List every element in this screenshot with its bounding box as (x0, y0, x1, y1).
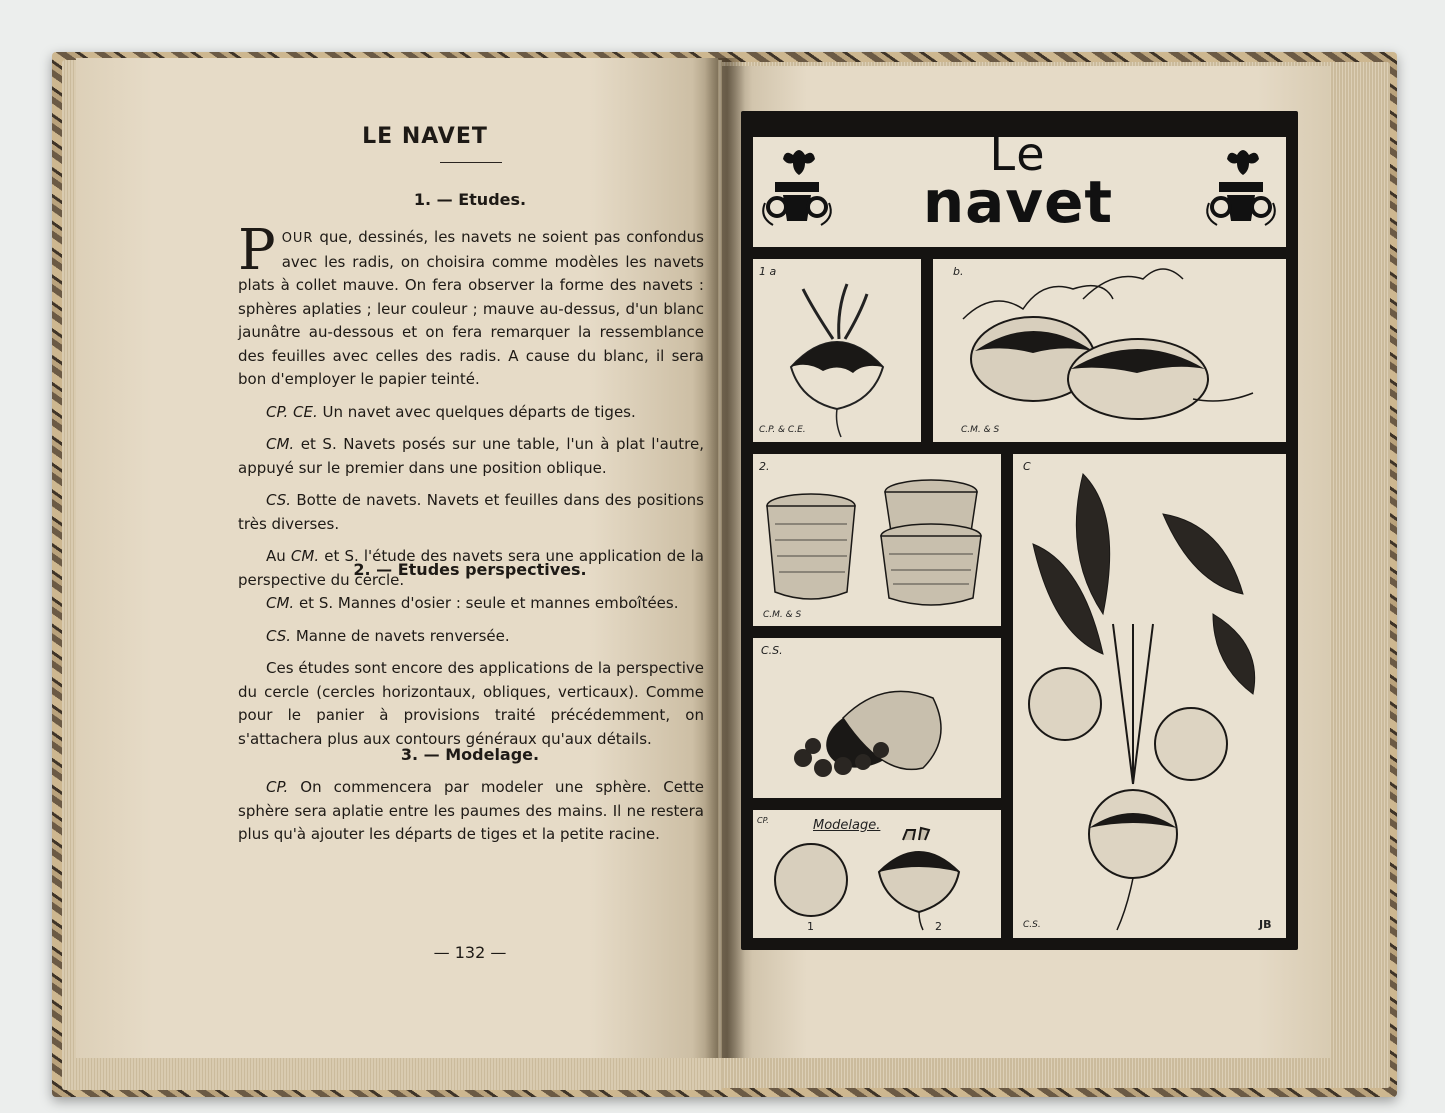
panel-caption: C.S. (1023, 920, 1041, 930)
artist-signature: JB (1259, 918, 1272, 931)
ornament-right (1207, 150, 1275, 225)
plate-title-line2: navet (922, 168, 1114, 236)
p1-text: que, dessinés, les navets ne soient pas confondus avec les radis, on choisira comme modèles les navets plats à collet mauve. On fera observer la forme des navets : sphères aplaties ; leur couleur ; mauve au-dessus, d'un blanc jaunâtre au-dessous et on fera remarquer la ressemblance des feuilles avec celles des radis. A cause du blanc, il sera bon d'employer le papier teinté. (238, 228, 704, 388)
illustration-plate (741, 111, 1298, 950)
panel-letter: b. (953, 265, 964, 278)
turnip-drawing (753, 259, 921, 442)
section1-p1 (238, 218, 704, 392)
ornament-left (763, 150, 831, 225)
s3p1-text: On commencera par modeler une sphère. Cette sphère sera aplatie entre les paumes des mains. Il ne restera plus qu'à ajouter les départs de tiges et la petite racine. (238, 778, 704, 843)
p5-pre: Au (266, 547, 291, 565)
plate-title (883, 127, 1153, 236)
level-label: CP. (266, 778, 289, 796)
section3-heading: 3. — Modelage. (400, 745, 540, 764)
panel-a (753, 259, 921, 442)
title-rule (440, 162, 502, 163)
section1-p4 (238, 489, 704, 536)
section2-heading: 2. — Etudes perspectives. (353, 560, 587, 579)
section2-p1 (238, 592, 704, 616)
panel-caption: C.M. & S (763, 610, 802, 620)
p5-text: et S. l'étude des navets sera une application de la perspective du cercle. (238, 547, 704, 589)
level-label: CS. (266, 491, 292, 509)
lead-smallcaps: OUR (281, 231, 314, 246)
two-turnips-drawing (933, 259, 1286, 442)
page-title: LE NAVET (362, 124, 488, 149)
section1-p3 (238, 433, 704, 480)
panel-letter: C.S. (761, 644, 783, 657)
plate-title-line1: Le (989, 127, 1047, 181)
section3-p1 (238, 776, 704, 847)
panel-caption: C.P. & C.E. (759, 425, 806, 435)
section1-text (238, 218, 704, 601)
panel-modelage (753, 810, 1001, 938)
level-label: CS. (266, 626, 292, 645)
modelage-drawing (753, 810, 1001, 938)
gutter (705, 58, 745, 1058)
s2p2-text: Manne de navets renversée. (291, 626, 510, 645)
panel-overturned-basket (753, 638, 1001, 798)
figure-number-2: 2 (935, 920, 942, 933)
panel-baskets (753, 454, 1001, 626)
modelage-title: Modelage. (813, 818, 881, 833)
turnip-bunch-drawing (1013, 454, 1286, 938)
panel-letter: C (1023, 460, 1031, 473)
page-number: — 132 — (433, 943, 507, 962)
panel-c (1013, 454, 1286, 938)
panel-b (933, 259, 1286, 442)
p2-text: Un navet avec quelques départs de tiges. (317, 402, 636, 421)
p4-text: Botte de navets. Navets et feuilles dans des positions très diverses. (238, 491, 704, 533)
plate-header (753, 127, 1286, 247)
section3-text (238, 776, 704, 856)
panel-letter: 1 a (759, 265, 777, 278)
panel-caption: C.M. & S (961, 425, 1000, 435)
figure-number-1: 1 (807, 920, 814, 933)
baskets-drawing (753, 454, 1001, 626)
level-label: CM. (266, 435, 295, 453)
section1-heading: 1. — Etudes. (413, 190, 527, 209)
level-label: CM. (266, 594, 295, 612)
level-label: CP. CE. (266, 402, 318, 421)
section2-p3: Ces études sont encore des applications de la perspective du cercle (cercles horizontaux, obliques, verticaux). Comme pour le panier à provisions traité précédemment, on s'attachera plus aux contours généraux qu'aux détails. (238, 659, 704, 748)
panel-letter: 2. (759, 460, 770, 473)
drop-cap: P (238, 218, 276, 283)
s2p1-text: et S. Mannes d'osier : seule et mannes emboîtées. (294, 594, 679, 612)
section1-p2 (238, 401, 704, 425)
p3-text: et S. Navets posés sur une table, l'un à plat l'autre, appuyé sur le premier dans une position oblique. (238, 435, 704, 477)
panel-letter: CP. (757, 816, 769, 825)
level-label: CM. (290, 547, 320, 565)
section2-text (238, 592, 704, 760)
overturned-basket-drawing (753, 638, 1001, 798)
section2-p2 (238, 625, 704, 649)
